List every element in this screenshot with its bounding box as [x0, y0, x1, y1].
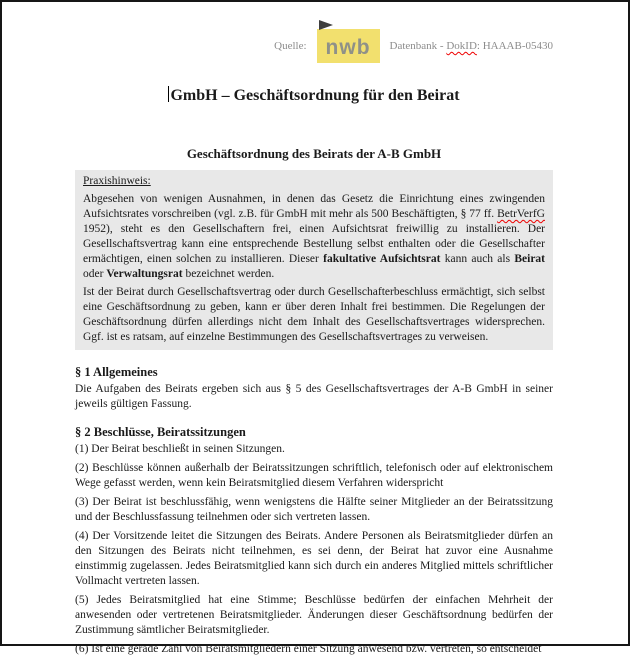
hinweis-p1-text-3: kann auch als [440, 253, 515, 265]
nwb-logo [317, 29, 380, 63]
bold-verwaltungsrat: Verwaltungsrat [106, 268, 183, 280]
section-2-heading: § 2 Beschlüsse, Beiratssitzungen [75, 425, 246, 439]
section-1-heading: § 1 Allgemeines [75, 365, 158, 379]
section-2-paragraph-1: (1) Der Beirat beschließt in seinen Sitzungen. [75, 443, 285, 455]
hinweis-p1-text-2: 1952), steht es den Gesellschaftern frei, einen Aufsichtsrat freiwillig zu installieren. Der Gesellschaftsvertrag kann eine entsprechende Bestellung selbst enthalten oder die Gesellschafter ermächtigen, einen solchen zu installieren. Dieser [83, 223, 545, 265]
praxishinweis-label: Praxishinweis: [83, 175, 151, 187]
bold-beirat: Beirat [514, 253, 545, 265]
source-header [75, 28, 553, 64]
document-subtitle: Geschäftsordnung des Beirats der A-B GmbH [186, 146, 442, 161]
section-2-paragraph-6: (6) Ist eine gerade Zahl von Beiratsmitgliedern einer Sitzung anwesend bzw. vertreten, so entscheidet [75, 643, 542, 655]
hinweis-p1-text-1: Abgesehen von wenigen Ausnahmen, in denen das Gesetz die Einrichtung eines zwingenden Aufsichtsrates vorschreiben (vgl. z.B. für GmbH mit mehr als 500 Beschäftigten, § 77 ff. [83, 193, 545, 220]
document-page[interactable] [2, 28, 628, 657]
praxishinweis-label-line [83, 174, 545, 189]
hinweis-p1-text-4: oder [83, 268, 107, 280]
section-2-paragraph-2: (2) Beschlüsse können außerhalb der Beiratssitzungen schriftlich, telefonisch oder auf elektronischem Wege gefasst werden, wenn kein Beiratsmitglied diesem Verfahren widerspricht [75, 462, 553, 489]
source-label: Quelle: [274, 40, 307, 52]
database-prefix: Datenbank - [389, 40, 447, 52]
hinweis-p1-text-5: bezeichnet werden. [182, 268, 275, 280]
dokid-word: DokID [446, 40, 477, 52]
database-dokid-text [390, 40, 553, 52]
betrverfg-term: BetrVerfG [497, 208, 545, 220]
dokid-value: : HAAAB-05430 [476, 40, 553, 52]
nwb-logo-text: nwb [325, 35, 371, 59]
section-2-paragraph-3: (3) Der Beirat ist beschlussfähig, wenn wenigstens die Hälfte seiner Mitglieder an der Beiratssitzung und der Beschlussfassung teilnehmen oder sich vertreten lassen. [75, 496, 553, 523]
document-title-text: GmbH – Geschäftsordnung für den Beirat [170, 87, 460, 104]
bold-fakultative-aufsichtsrat: fakultative Aufsichtsrat [323, 253, 441, 265]
praxishinweis-box [75, 170, 553, 350]
section-2-paragraph-4: (4) Der Vorsitzende leitet die Sitzungen des Beirats. Andere Personen als Beiratsmitglieder dürfen an den Sitzungen des Beirats nicht teilnehmen, es sei denn, der Beirat hat zuvor eine Ausnahme einstimmig zugelassen. Jedes Beiratsmitglied kann sich durch ein anderes Mitglied mittels schriftlicher Vollmacht vertreten lassen. [75, 530, 553, 587]
hinweis-paragraph-1 [83, 192, 545, 282]
section-1-paragraph: Die Aufgaben des Beirats ergeben sich aus § 5 des Gesellschaftsvertrages der A-B GmbH in seiner jeweils gültigen Fassung. [75, 383, 553, 410]
document-title [75, 86, 553, 106]
section-2-paragraph-5: (5) Jedes Beiratsmitglied hat eine Stimme; Beschlüsse bedürfen der einfachen Mehrheit der anwesenden oder vertretenen Beiratsmitglieder. Änderungen dieser Geschäftsordnung bedürfen der Zustimmung sämtlicher Beiratsmitglieder. [75, 594, 553, 636]
hinweis-paragraph-2: Ist der Beirat durch Gesellschaftsvertrag oder durch Gesellschafterbeschluss ermächtigt, sich selbst eine Geschäftsordnung zu geben, kann er über deren Inhalt frei bestimmen. Die Regelungen der Geschäftsordnung dürfen allerdings nicht dem Inhalt des Gesellschaftsvertrages widersprechen. Ggf. ist es ratsam, auf einzelne Bestimmungen des Gesellschaftsvertrages zu verweisen. [83, 286, 545, 343]
nwb-flag-icon [319, 20, 333, 30]
